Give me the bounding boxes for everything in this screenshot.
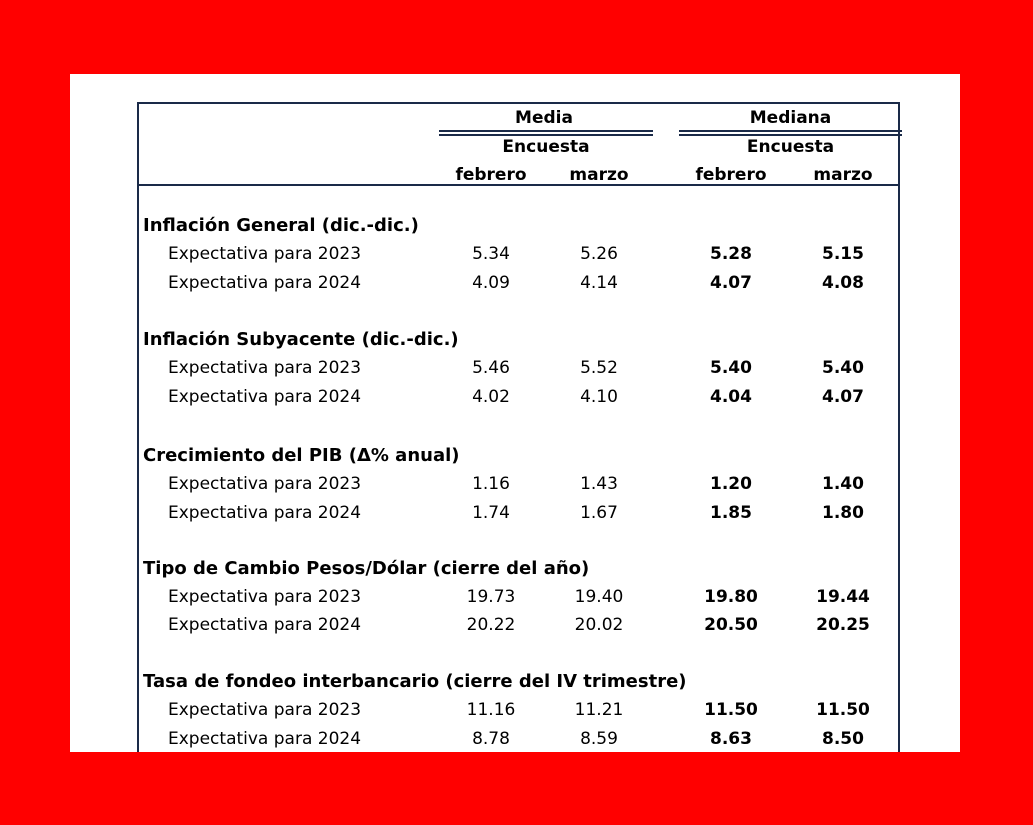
value-cell: 1.20: [710, 474, 752, 494]
value-cell: 20.02: [574, 615, 624, 635]
header-mediana: Mediana: [749, 108, 832, 128]
value-cell: 8.50: [822, 729, 864, 749]
value-cell: 5.26: [580, 244, 618, 264]
header-bottom-rule: [139, 184, 898, 186]
value-cell: 5.28: [710, 244, 752, 264]
row-label: Expectativa para 2023: [168, 358, 362, 378]
value-cell: 5.34: [472, 244, 510, 264]
section-title: Inflación General (dic.-dic.): [143, 215, 419, 236]
value-cell: 5.40: [710, 358, 752, 378]
value-cell: 19.40: [574, 587, 624, 607]
value-cell: 1.16: [472, 474, 510, 494]
value-cell: 20.22: [466, 615, 516, 635]
value-cell: 4.08: [822, 273, 864, 293]
value-cell: 11.50: [816, 700, 870, 720]
header-col-media-feb: febrero: [455, 165, 527, 185]
header-media: Media: [515, 108, 573, 128]
value-cell: 19.80: [704, 587, 758, 607]
header-col-media-mar: marzo: [569, 165, 629, 185]
row-label: Expectativa para 2024: [168, 387, 362, 407]
value-cell: 5.40: [822, 358, 864, 378]
value-cell: 8.78: [472, 729, 510, 749]
value-cell: 11.21: [574, 700, 624, 720]
value-cell: 1.85: [710, 503, 752, 523]
section-title: Tasa de fondeo interbancario (cierre del IV trimestre): [143, 671, 687, 692]
document-sheet: [70, 74, 960, 752]
row-label: Expectativa para 2024: [168, 729, 362, 749]
value-cell: 5.15: [822, 244, 864, 264]
value-cell: 19.44: [816, 587, 870, 607]
value-cell: 8.63: [710, 729, 752, 749]
value-cell: 20.25: [816, 615, 870, 635]
value-cell: 5.46: [472, 358, 510, 378]
value-cell: 5.52: [580, 358, 618, 378]
value-cell: 4.04: [710, 387, 752, 407]
row-label: Expectativa para 2023: [168, 587, 362, 607]
row-label: Expectativa para 2023: [168, 700, 362, 720]
value-cell: 4.14: [580, 273, 618, 293]
section-title: Inflación Subyacente (dic.-dic.): [143, 329, 459, 350]
value-cell: 19.73: [466, 587, 516, 607]
header-survey-mediana: Encuesta: [746, 137, 835, 157]
value-cell: 4.09: [472, 273, 510, 293]
section-title: Crecimiento del PIB (Δ% anual): [143, 445, 460, 466]
header-col-mediana-feb: febrero: [695, 165, 767, 185]
header-mediana-rule: [679, 130, 902, 136]
row-label: Expectativa para 2024: [168, 273, 362, 293]
value-cell: 4.07: [710, 273, 752, 293]
row-label: Expectativa para 2024: [168, 615, 362, 635]
value-cell: 11.16: [466, 700, 516, 720]
header-survey-media: Encuesta: [502, 137, 590, 157]
expectations-table: [137, 102, 900, 752]
value-cell: 4.02: [472, 387, 510, 407]
row-label: Expectativa para 2024: [168, 503, 362, 523]
row-label: Expectativa para 2023: [168, 474, 362, 494]
section-title: Tipo de Cambio Pesos/Dólar (cierre del año): [143, 558, 590, 579]
value-cell: 11.50: [704, 700, 758, 720]
value-cell: 4.07: [822, 387, 864, 407]
value-cell: 20.50: [704, 615, 758, 635]
value-cell: 1.43: [580, 474, 618, 494]
value-cell: 1.40: [822, 474, 864, 494]
header-col-mediana-mar: marzo: [813, 165, 873, 185]
value-cell: 1.74: [472, 503, 510, 523]
header-media-rule: [439, 130, 653, 136]
value-cell: 4.10: [580, 387, 618, 407]
row-label: Expectativa para 2023: [168, 244, 362, 264]
value-cell: 1.67: [580, 503, 618, 523]
value-cell: 1.80: [822, 503, 864, 523]
value-cell: 8.59: [580, 729, 618, 749]
